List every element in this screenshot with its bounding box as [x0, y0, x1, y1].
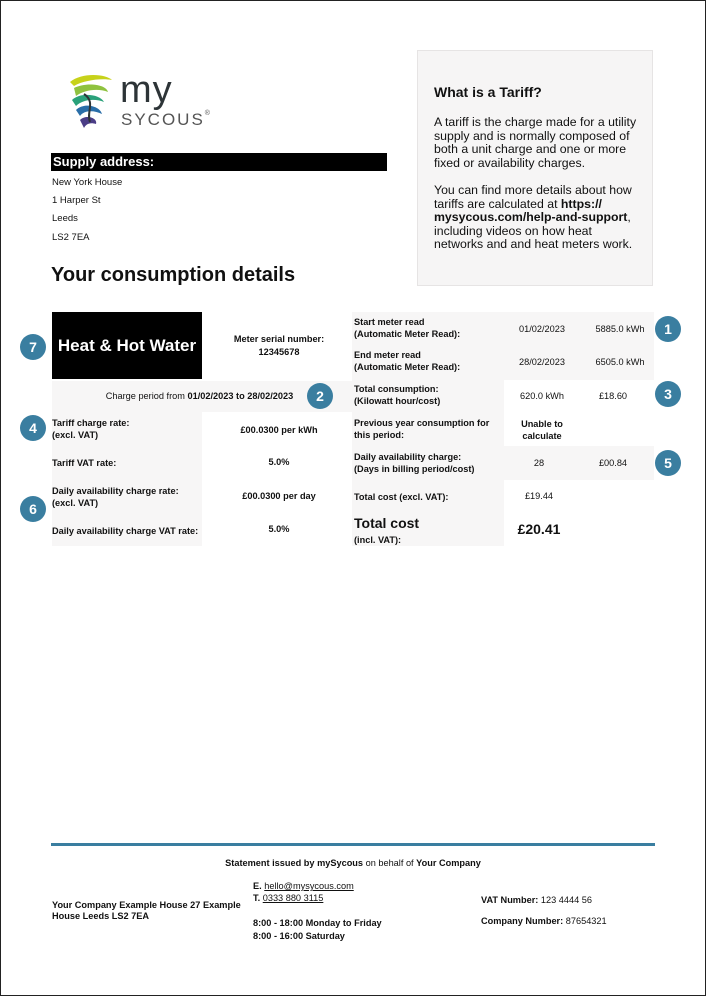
charge-period-prefix: Charge period from [105, 391, 188, 401]
tariff-info-text: You can find more details about how tariffs are calculated at [434, 183, 632, 211]
previous-year-label: Previous year consumption for this period: [354, 418, 490, 440]
start-meter-read-label: Start meter read (Automatic Meter Read): [354, 317, 461, 339]
tariff-info-title: What is a Tariff? [434, 84, 542, 100]
daily-availability-cost: £00.84 [598, 458, 628, 468]
hours-saturday: 8:00 - 16:00 Saturday [253, 931, 345, 941]
address-line: Leeds [52, 213, 78, 224]
email-line [253, 880, 354, 893]
end-meter-read-label: End meter read (Automatic Meter Read): [354, 350, 461, 372]
statement-company: Your Company [416, 858, 481, 868]
logo-registered-mark: ® [204, 110, 212, 117]
company-number-line [481, 915, 607, 928]
address-line: 1 Harper St [52, 195, 101, 206]
email-link[interactable]: hello@mysycous.com [264, 881, 354, 891]
address-line: LS2 7EA [52, 232, 90, 243]
logo-wordmark-my: my [120, 69, 173, 111]
sycous-logo-icon [66, 72, 118, 132]
total-consumption-kwh: 620.0 kWh [520, 391, 564, 401]
total-cost-incl-label: Total cost [354, 515, 420, 531]
service-type-label: Heat & Hot Water [52, 312, 202, 379]
total-cost-excl-value: £19.44 [524, 491, 554, 501]
daily-availability-vat-label: Daily availability charge VAT rate: [52, 526, 199, 536]
annotation-badge-6: 6 [20, 496, 46, 522]
charge-period-text [52, 390, 347, 402]
annotation-badge-2: 2 [307, 383, 333, 409]
phone-label: T. [253, 893, 261, 903]
tariff-charge-rate-label: Tariff charge rate: (excl. VAT) [52, 418, 130, 440]
vat-label: VAT Number: [481, 895, 539, 905]
hours-weekday: 8:00 - 18:00 Monday to Friday [253, 918, 382, 928]
vat-number-line [481, 894, 592, 907]
billing-period-days: 28 [533, 458, 545, 468]
meter-serial-value: 12345678 [258, 347, 300, 357]
annotation-badge-1: 1 [655, 316, 681, 342]
total-cost-excl-label: Total cost (excl. VAT): [354, 492, 449, 502]
annotation-badge-7: 7 [20, 334, 46, 360]
help-support-link[interactable]: https:// mysycous.com/help-and-support [434, 196, 628, 225]
annotation-badge-4: 4 [20, 415, 46, 441]
statement-brand: mySycous [317, 858, 364, 868]
vat-value: 123 4444 56 [540, 895, 592, 905]
daily-availability-rate-label: Daily availability charge rate: (excl. VAT) [52, 486, 179, 508]
total-consumption-label: Total consumption: (Kilowatt hour/cost) [354, 384, 441, 406]
end-meter-read-date: 28/02/2023 [519, 357, 565, 367]
company-number-label: Company Number: [481, 916, 564, 926]
consumption-details-title: Your consumption details [51, 264, 296, 286]
charge-period-range: 01/02/2023 to 28/02/2023 [187, 391, 294, 401]
logo-sycous-text: SYCOUS [121, 110, 205, 129]
meter-serial-label: Meter serial number: [233, 334, 325, 344]
tariff-info-text-end: , including videos on how heat networks and and heat meters work. [434, 210, 633, 252]
start-meter-read-date: 01/02/2023 [519, 324, 565, 334]
previous-year-value: Unable to calculate [521, 419, 563, 441]
supply-address-heading: Supply address: [51, 153, 387, 171]
statement-issued-line [51, 857, 655, 870]
email-label: E. [253, 881, 262, 891]
phone-line [253, 892, 323, 905]
annotation-badge-5: 5 [655, 450, 681, 476]
tariff-vat-rate-label: Tariff VAT rate: [52, 458, 117, 468]
logo-wordmark-sycous [121, 110, 212, 130]
daily-availability-rate-value: £00.0300 per day [242, 491, 316, 501]
statement-prefix: Statement issued by [225, 858, 318, 868]
statement-mid: on behalf of [363, 858, 417, 868]
tariff-info-paragraph-1: A tariff is the charge made for a utility supply and is normally composed of both a unit charge and one or more fixed or availability charges. [434, 115, 637, 170]
company-address: Your Company Example House 27 Example House Leeds LS2 7EA [52, 900, 241, 921]
daily-availability-vat-value: 5.0% [268, 524, 290, 534]
phone-link[interactable]: 0333 880 3115 [262, 893, 324, 903]
company-number-value: 87654321 [565, 916, 607, 926]
address-line: New York House [52, 177, 123, 188]
footer-divider [51, 843, 655, 846]
total-consumption-cost: £18.60 [598, 391, 628, 401]
total-cost-incl-value: £20.41 [517, 521, 561, 537]
tariff-info-paragraph-2 [434, 184, 639, 252]
daily-availability-charge-label: Daily availability charge: (Days in billing period/cost) [354, 452, 475, 474]
annotation-badge-3: 3 [655, 381, 681, 407]
total-cost-incl-sublabel: (incl. VAT): [354, 535, 402, 545]
tariff-charge-rate-value: £00.0300 per kWh [240, 425, 318, 435]
end-meter-read-value: 6505.0 kWh [595, 357, 645, 367]
start-meter-read-value: 5885.0 kWh [595, 324, 645, 334]
tariff-vat-rate-value: 5.0% [268, 457, 290, 467]
